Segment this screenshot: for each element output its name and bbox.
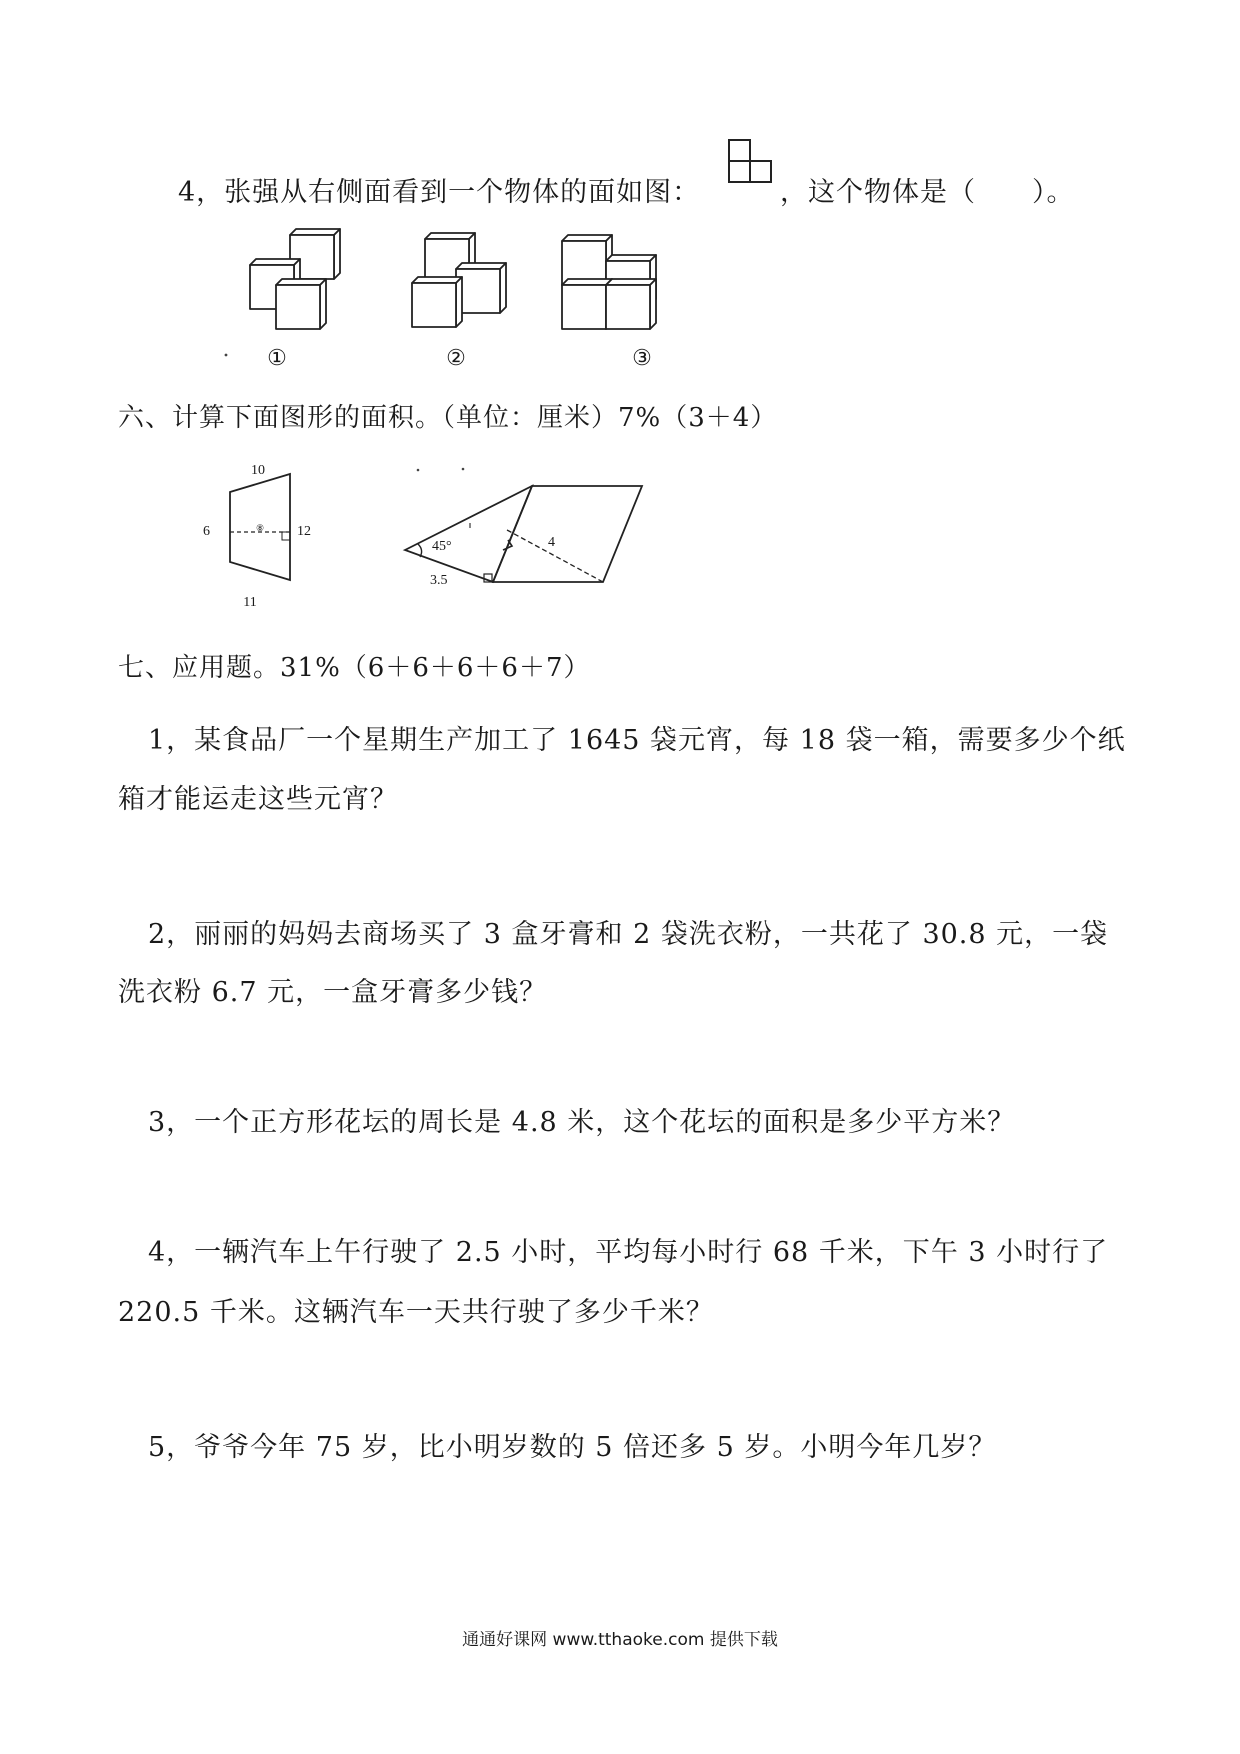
trapezoid-right-label: 12 xyxy=(297,524,311,539)
section-7-heading: 七、应用题。31%（6＋6＋6＋6＋7） xyxy=(118,653,591,683)
problem-1-line-2: 箱才能运走这些元宵？ xyxy=(118,784,398,815)
problem-4-line-2: 220.5 千米。这辆汽车一天共行驶了多少千米？ xyxy=(118,1297,714,1328)
problem-1-line-1: 1，某食品厂一个星期生产加工了 1645 袋元宵，每 18 袋一箱，需要多少个纸 xyxy=(148,725,1126,756)
cube-option-3 xyxy=(562,235,656,329)
problem-3-line-1: 3，一个正方形花坛的周长是 4.8 米，这个花坛的面积是多少平方米？ xyxy=(148,1107,1016,1138)
problem-4-line-1: 4，一辆汽车上午行驶了 2.5 小时，平均每小时行 68 千米，下午 3 小时行了 xyxy=(148,1237,1109,1268)
height-4-label: 4 xyxy=(548,535,555,550)
problem-2-line-2: 洗衣粉 6.7 元，一盒牙膏多少钱？ xyxy=(118,977,548,1008)
option-label-3: ③ xyxy=(632,345,652,370)
trapezoid-figure xyxy=(190,462,330,612)
option-label-1: ① xyxy=(267,345,287,370)
angle-label: 45° xyxy=(432,539,452,554)
trapezoid-left-label: 6 xyxy=(203,524,210,539)
trapezoid-height-label: ⑧ xyxy=(255,523,265,533)
cube-option-2 xyxy=(412,233,506,327)
cube-option-1 xyxy=(250,229,340,329)
footer-credit: 通通好课网 www.tthaoke.com 提供下载 xyxy=(462,1630,778,1650)
cube-option-figures xyxy=(230,225,770,375)
base-3.5-label: 3.5 xyxy=(430,573,448,588)
triangle-parallelogram-figure xyxy=(400,462,650,602)
q4-text-before: 4，张强从右侧面看到一个物体的面如图： xyxy=(178,177,701,208)
problem-5-line-1: 5，爷爷今年 75 岁，比小明岁数的 5 倍还多 5 岁。小明今年几岁？ xyxy=(148,1432,997,1463)
q4-text-after: ，这个物体是（ ）。 xyxy=(780,177,1075,208)
option-label-2: ② xyxy=(446,345,466,370)
section-6-heading: 六、计算下面图形的面积。（单位：厘米）7%（3＋4） xyxy=(118,403,778,433)
problem-2-line-1: 2，丽丽的妈妈去商场买了 3 盒牙膏和 2 袋洗衣粉，一共花了 30.8 元，一袋 xyxy=(148,919,1109,950)
trapezoid-bottom-label: 11 xyxy=(243,595,257,610)
side-view-figure xyxy=(727,138,775,188)
trapezoid-top-label: 10 xyxy=(251,463,265,478)
